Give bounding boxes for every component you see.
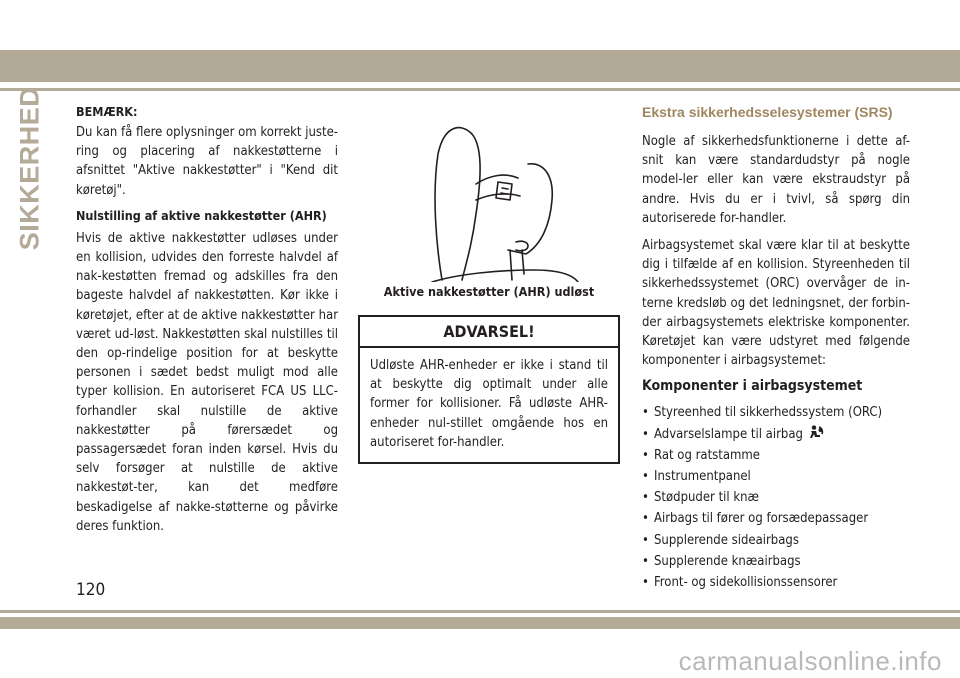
list-item: • Instrumentpanel [642, 466, 910, 487]
list-item: • Advarselslampe til airbag [642, 424, 910, 445]
srs-paragraph-2: Airbagsystemet skal være klar til at beskytte dig i tilfælde af en kollision. Styreenheden til sikkerhedssystemet (ORC) overvåger de in-terne kredsløb og det ledningsnet, der forbin-der airbagsystemets elektriske komponenter. Køretøjet kan være udstyret med følgende komponenter i airbagsystemet: [642, 238, 910, 369]
top-decor-band [0, 50, 960, 82]
figure-caption: Aktive nakkestøtter (AHR) udløst [383, 284, 595, 299]
airbag-warning-icon [807, 425, 825, 441]
middle-column [358, 104, 620, 464]
section-side-tab [10, 86, 50, 250]
srs-heading: Ekstra sikkerhedsselesystemer (SRS) [642, 104, 893, 120]
side-tab-label: SIKKERHED [14, 86, 45, 250]
list-item: • Supplerende sideairbags [642, 530, 910, 551]
headrest-figure [358, 104, 620, 282]
reset-text: Hvis de aktive nakkestøtter udløses under en kollision, udvides den forreste halvdel af nak-kestøtten fremad og adskilles fra den bageste halvdel af nakkestøtten. Kør ikke i køretøjet, efter at de aktive nakkestøtter har været ud-løst. Nakkestøtten skal nulstilles til den op-rindelige position for at beskytte personen i sædet bedst muligt mod alle typer kollision. En autoriseret FCA US LLC-forhandler skal nulstille de aktive nakkestøtter på førersædet og passagersædet foran inden kørsel. Hvis du selv forsøger at nulstille de aktive nakkestøt-ter, kan det medføre beskadigelse af nakke-støtterne og påvirke deres funktion. [76, 230, 338, 534]
active-headrest-illustration [358, 104, 620, 282]
note-text: Du kan få flere oplysninger om korrekt juste-ring og placering af nakkestøtterne i afsnittet "Aktive nakkestøtter" i "Kend dit køretøj". [76, 125, 338, 198]
list-item: • Supplerende knæairbags [642, 551, 910, 572]
bottom-rule [0, 610, 960, 613]
bottom-decor-band [0, 617, 960, 629]
right-column [642, 104, 910, 593]
list-item: • Airbags til fører og forsædepassager [642, 508, 910, 529]
warning-text: Udløste AHR-enheder er ikke i stand til at beskytte dig optimalt under alle former for kollisioner. Få udløste AHR-enheder nul-stillet omgående hos en autoriseret for-handler. [370, 358, 608, 450]
left-column [76, 104, 338, 544]
list-item: • Stødpuder til knæ [642, 487, 910, 508]
watermark: carmanualsonline.info [678, 646, 942, 676]
top-rule [0, 88, 960, 91]
srs-paragraph-1: Nogle af sikkerhedsfunktionerne i dette af-snit kan være standardudstyr på nogle model-ler eller kan være ekstraudstyr på andre. Hvis du er i tvivl, så spørg din autoriserede for-handler. [642, 134, 910, 226]
components-heading: Komponenter i airbagsystemet [642, 378, 863, 395]
list-item: • Front- og sidekollisionssensorer [642, 572, 910, 593]
warning-title: ADVARSEL! [360, 317, 618, 348]
page-number: 120 [76, 580, 106, 600]
reset-heading: Nulstilling af aktive nakkestøtter (AHR) [76, 207, 327, 223]
warning-box [358, 315, 620, 464]
list-item: • Rat og ratstamme [642, 445, 910, 466]
components-list [642, 402, 910, 593]
list-item: • Styreenhed til sikkerhedssystem (ORC) [642, 402, 910, 423]
note-heading: BEMÆRK: [76, 104, 138, 119]
